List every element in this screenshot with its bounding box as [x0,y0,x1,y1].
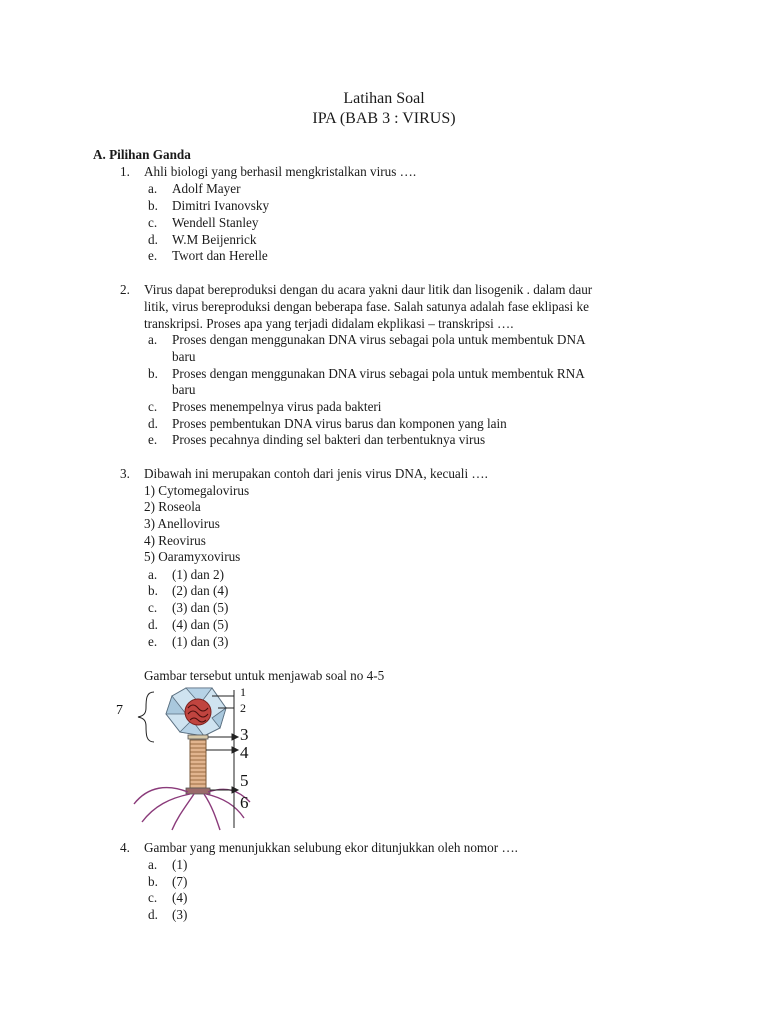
option-text: Proses pembentukan DNA virus barus dan komponen yang lain [172,416,507,431]
option-letter: d. [148,617,158,632]
option-text: Dimitri Ivanovsky [172,198,270,213]
label-2: 2 [240,701,246,715]
question-number: 2. [120,282,130,297]
question-text-line: transkripsi. Proses apa yang terjadi didalam ekplikasi – transkripsi …. [144,316,514,331]
option-text-cont: baru [172,349,196,364]
option-letter: b. [148,874,158,889]
option-text: Proses pecahnya dinding sel bakteri dan terbentuknya virus [172,432,486,447]
option-letter: b. [148,198,158,213]
question-number: 1. [120,164,130,179]
phage-collar [188,735,208,739]
option-text: Proses dengan menggunakan DNA virus sebagai pola untuk membentuk RNA [172,366,585,381]
question-text-line: Virus dapat bereproduksi dengan du acara yakni daur litik dan lisogenik . dalam daur [144,282,593,297]
option-letter: a. [148,332,158,347]
label-4: 4 [240,743,249,762]
list-item: 1) Cytomegalovirus [144,483,250,498]
option-text: (3) dan (5) [172,600,229,615]
option-text: Twort dan Herelle [172,248,268,263]
label-7: 7 [116,703,123,718]
option-letter: a. [148,857,158,872]
bacteriophage-figure [108,682,288,832]
list-item: 3) Anellovirus [144,516,220,531]
option-text: Proses dengan menggunakan DNA virus sebagai pola untuk membentuk DNA [172,332,586,347]
list-item: 5) Oaramyxovirus [144,549,241,564]
option-letter: a. [148,567,158,582]
option-letter: d. [148,232,158,247]
bracket-icon [138,692,154,742]
question-text: Gambar yang menunjukkan selubung ekor ditunjukkan oleh nomor …. [144,840,518,855]
question-text-line: litik, virus bereproduksi dengan beberapa fase. Salah satunya adalah fase eklipasi ke [144,299,589,314]
question-text: Dibawah ini merupakan contoh dari jenis virus DNA, kecuali …. [144,466,488,481]
option-text: Proses menempelnya virus pada bakteri [172,399,382,414]
option-letter: a. [148,181,158,196]
option-letter: c. [148,399,158,414]
option-text: (7) [172,874,188,889]
option-text: (1) [172,857,188,872]
option-letter: c. [148,215,158,230]
label-3: 3 [240,725,249,744]
option-letter: d. [148,907,158,922]
option-letter: c. [148,600,158,615]
phage-tail-sheath [190,740,206,788]
option-letter: e. [148,634,158,649]
option-text: (1) dan (3) [172,634,229,649]
option-text: (1) dan 2) [172,567,224,582]
option-text: (2) dan (4) [172,583,229,598]
option-text: (3) [172,907,188,922]
option-letter: e. [148,248,158,263]
option-letter: b. [148,366,158,381]
figure-caption: Gambar tersebut untuk menjawab soal no 4-5 [144,668,385,683]
option-letter: e. [148,432,158,447]
doc-subtitle: IPA (BAB 3 : VIRUS) [312,110,456,127]
question-number: 3. [120,466,130,481]
section-heading: A. Pilihan Ganda [93,147,191,162]
question-text: Ahli biologi yang berhasil mengkristalkan virus …. [144,164,417,179]
option-text: Adolf Mayer [172,181,241,196]
phage-base-plate [186,788,210,794]
phage-head [166,688,226,736]
option-letter: d. [148,416,158,431]
list-item: 2) Roseola [144,499,201,514]
option-text-cont: baru [172,382,196,397]
label-6: 6 [240,793,249,812]
option-letter: b. [148,583,158,598]
option-text: Wendell Stanley [172,215,259,230]
list-item: 4) Reovirus [144,533,206,548]
option-letter: c. [148,890,158,905]
doc-title: Latihan Soal [343,90,425,107]
option-text: W.M Beijenrick [172,232,257,247]
label-1: 1 [240,685,246,699]
option-text: (4) dan (5) [172,617,229,632]
label-5: 5 [240,771,249,790]
option-text: (4) [172,890,188,905]
question-number: 4. [120,840,130,855]
